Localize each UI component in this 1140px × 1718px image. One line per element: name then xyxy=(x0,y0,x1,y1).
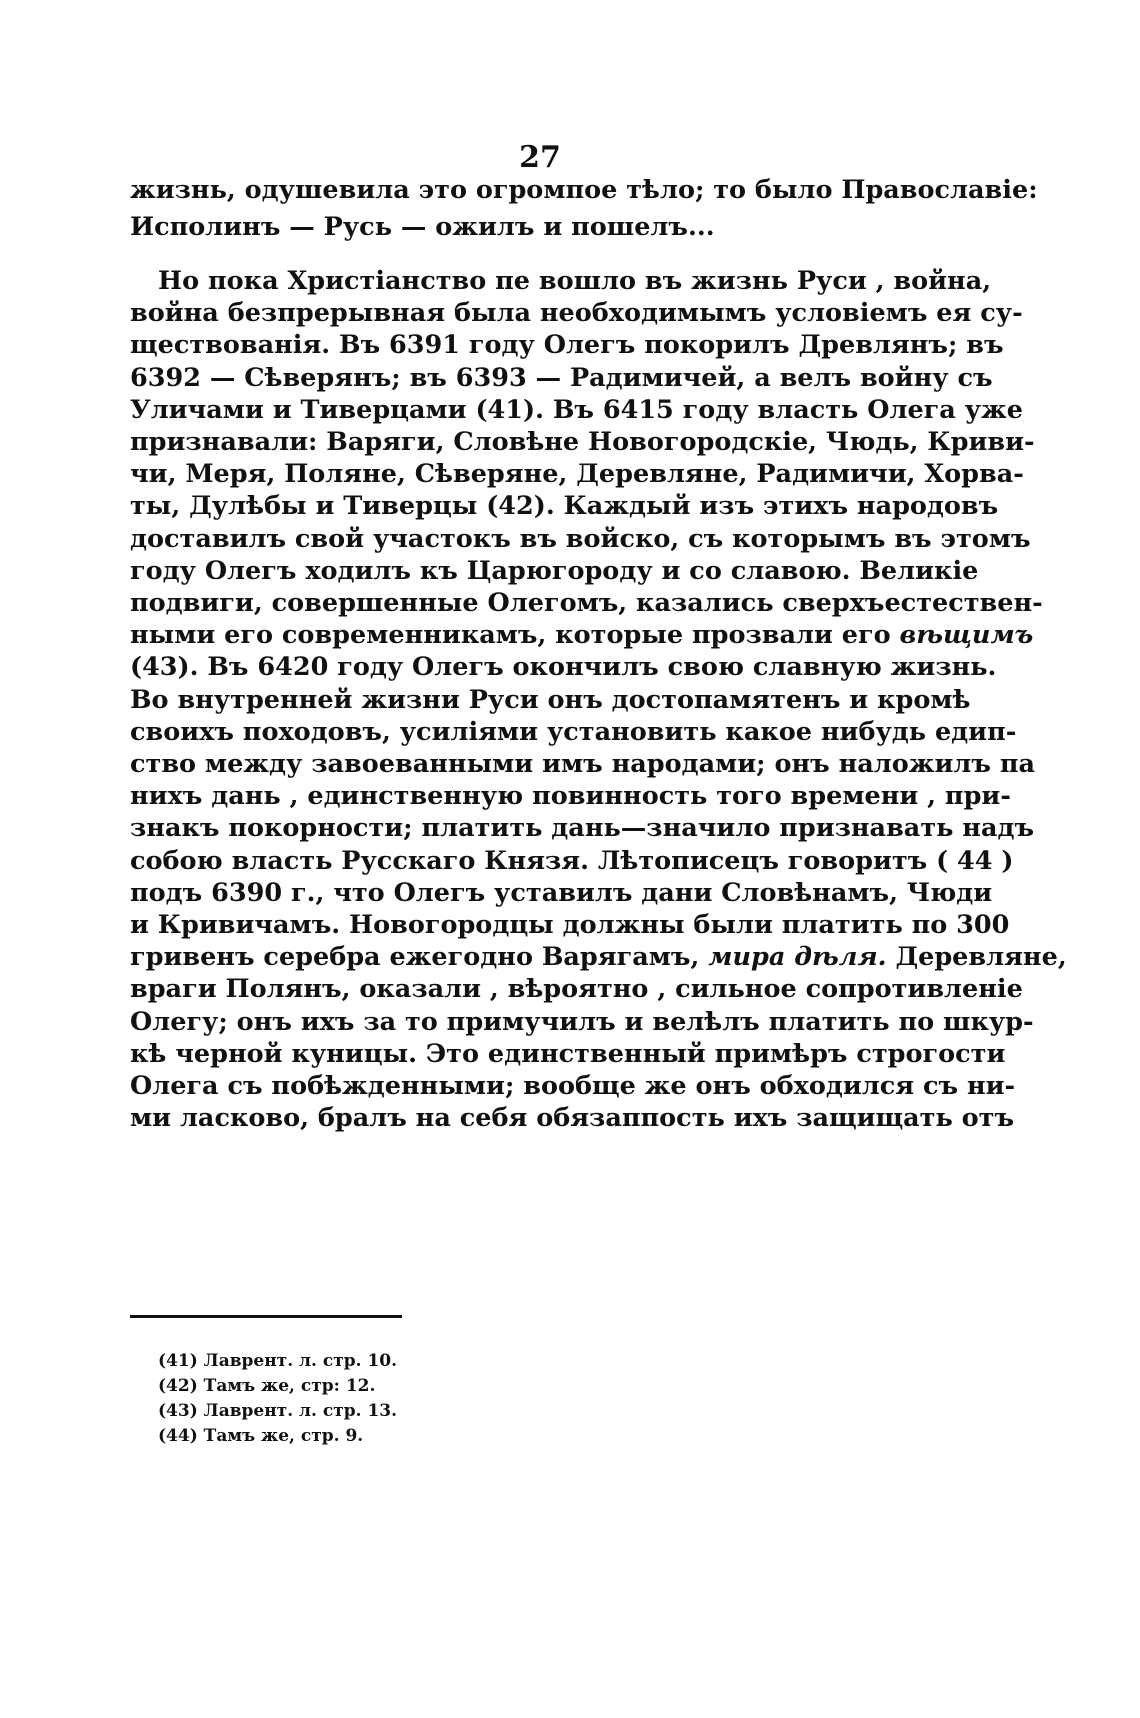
text-line xyxy=(158,263,992,299)
text-line xyxy=(130,843,1014,879)
text-line xyxy=(130,360,993,396)
text-line xyxy=(130,1036,1006,1072)
footnote: (42) Тамъ же, стр: 12. xyxy=(158,1376,376,1396)
text-line xyxy=(130,971,1023,1007)
text-run: Олегу; онъ ихъ за то примучилъ и велѣлъ платить по шкур- xyxy=(130,1006,1034,1037)
text-run: Во внутренней жизни Руси онъ достопамятенъ и кромѣ xyxy=(130,684,971,715)
text-run: чи, Меря, Поляне, Сѣверяне, Деревляне, Радимичи, Хорва- xyxy=(130,459,1024,490)
text-line xyxy=(130,585,1043,621)
text-line xyxy=(130,778,1011,814)
text-run: Но пока Христіанство пе вошло въ жизнь Руси , война, xyxy=(158,266,992,296)
text-run: Олега съ побѣжденными; вообще же онъ обходился съ ни- xyxy=(130,1071,1016,1101)
text-run: ты, Дулѣбы и Тиверцы (42). Каждый изъ этихъ народовъ xyxy=(130,491,999,522)
text-run: подвиги, совершенные Олегомъ, казались сверхъестествен- xyxy=(130,588,1043,618)
footnote-rule xyxy=(130,1315,402,1318)
text-run: и Кривичамъ. Новогородцы должны были платить по 300 xyxy=(130,910,1010,940)
text-line xyxy=(130,746,1036,782)
text-run: знакъ покорности; платить дань—значило признавать надъ xyxy=(130,813,1035,844)
page-number: 27 xyxy=(519,140,561,175)
text-line xyxy=(130,907,1010,943)
text-run: собою власть Русскаго Князя. Лѣтописецъ говоритъ ( 44 ) xyxy=(130,845,1014,876)
italic-run: мира дѣля. xyxy=(708,942,887,973)
text-run: кѣ черной куницы. Это единственный примѣръ строгости xyxy=(130,1038,1006,1069)
text-run: Деревляне, xyxy=(886,942,1067,973)
text-line xyxy=(130,327,1004,363)
text-line xyxy=(130,810,1035,846)
text-run: ными его современникамъ, которые прозвали его xyxy=(130,620,900,651)
text-run: своихъ походовъ, усиліями установить какое нибудь едип- xyxy=(130,716,1017,747)
text-line xyxy=(130,1100,1015,1136)
text-run: (43). Въ 6420 году Олегъ окончилъ свою славную жизнь. xyxy=(130,652,997,683)
italic-run: вѣщимъ xyxy=(899,620,1034,651)
text-line xyxy=(130,649,997,685)
footnote: (43) Лаврент. л. стр. 13. xyxy=(158,1401,398,1421)
text-run: ство между завоеванными имъ народами; онъ наложилъ па xyxy=(130,749,1036,779)
text-run: враги Полянъ, оказали , вѣроятно , сильное сопротивленіе xyxy=(130,974,1023,1005)
text-line xyxy=(130,714,1017,750)
text-run: подъ 6390 г., что Олегъ уставилъ дани Словѣнамъ, Чюди xyxy=(130,877,993,908)
text-line xyxy=(130,939,1067,975)
text-line xyxy=(130,488,999,524)
text-line: жизнь, одушевила это огромпое тѣло; то было Православіе: xyxy=(130,175,1038,205)
text-run: нихъ дань , единственную повинность того времени , при- xyxy=(130,781,1011,812)
text-line xyxy=(130,295,1023,331)
text-line xyxy=(130,1068,1016,1104)
text-line xyxy=(130,553,979,589)
text-run: ществованія. Въ 6391 году Олегъ покорилъ Древлянъ; въ xyxy=(130,330,1004,361)
text-line xyxy=(130,875,993,911)
text-run: война безпрерывная была необходимымъ условіемъ ея су- xyxy=(130,298,1023,329)
text-line xyxy=(130,1004,1034,1040)
text-line xyxy=(130,521,1031,557)
text-run: гривенъ серебра ежегодно Варягамъ, xyxy=(130,942,709,973)
text-line xyxy=(130,424,1035,460)
text-run: Уличами и Тиверцами (41). Въ 6415 году власть Олега уже xyxy=(130,394,1023,425)
text-run: году Олегъ ходилъ къ Царюгороду и со славою. Великіе xyxy=(130,555,979,586)
text-line xyxy=(130,617,1034,653)
footnote: (41) Лаврент. л. стр. 10. xyxy=(158,1351,398,1371)
text-line xyxy=(130,392,1023,428)
text-line: Исполинъ — Русь — ожилъ и пошелъ... xyxy=(130,212,715,242)
footnote: (44) Тамъ же, стр. 9. xyxy=(158,1426,364,1446)
text-run: 6392 — Сѣверянъ; въ 6393 — Радимичей, а велъ войну съ xyxy=(130,362,993,393)
text-run: ми ласково, бралъ на себя обязаппость ихъ защищать отъ xyxy=(130,1103,1015,1134)
text-line xyxy=(130,456,1024,492)
text-run: доставилъ свой участокъ въ войско, съ которымъ въ этомъ xyxy=(130,523,1031,554)
text-run: признавали: Варяги, Словѣне Новогородскіе, Чюдь, Криви- xyxy=(130,427,1035,457)
text-line xyxy=(130,682,971,718)
